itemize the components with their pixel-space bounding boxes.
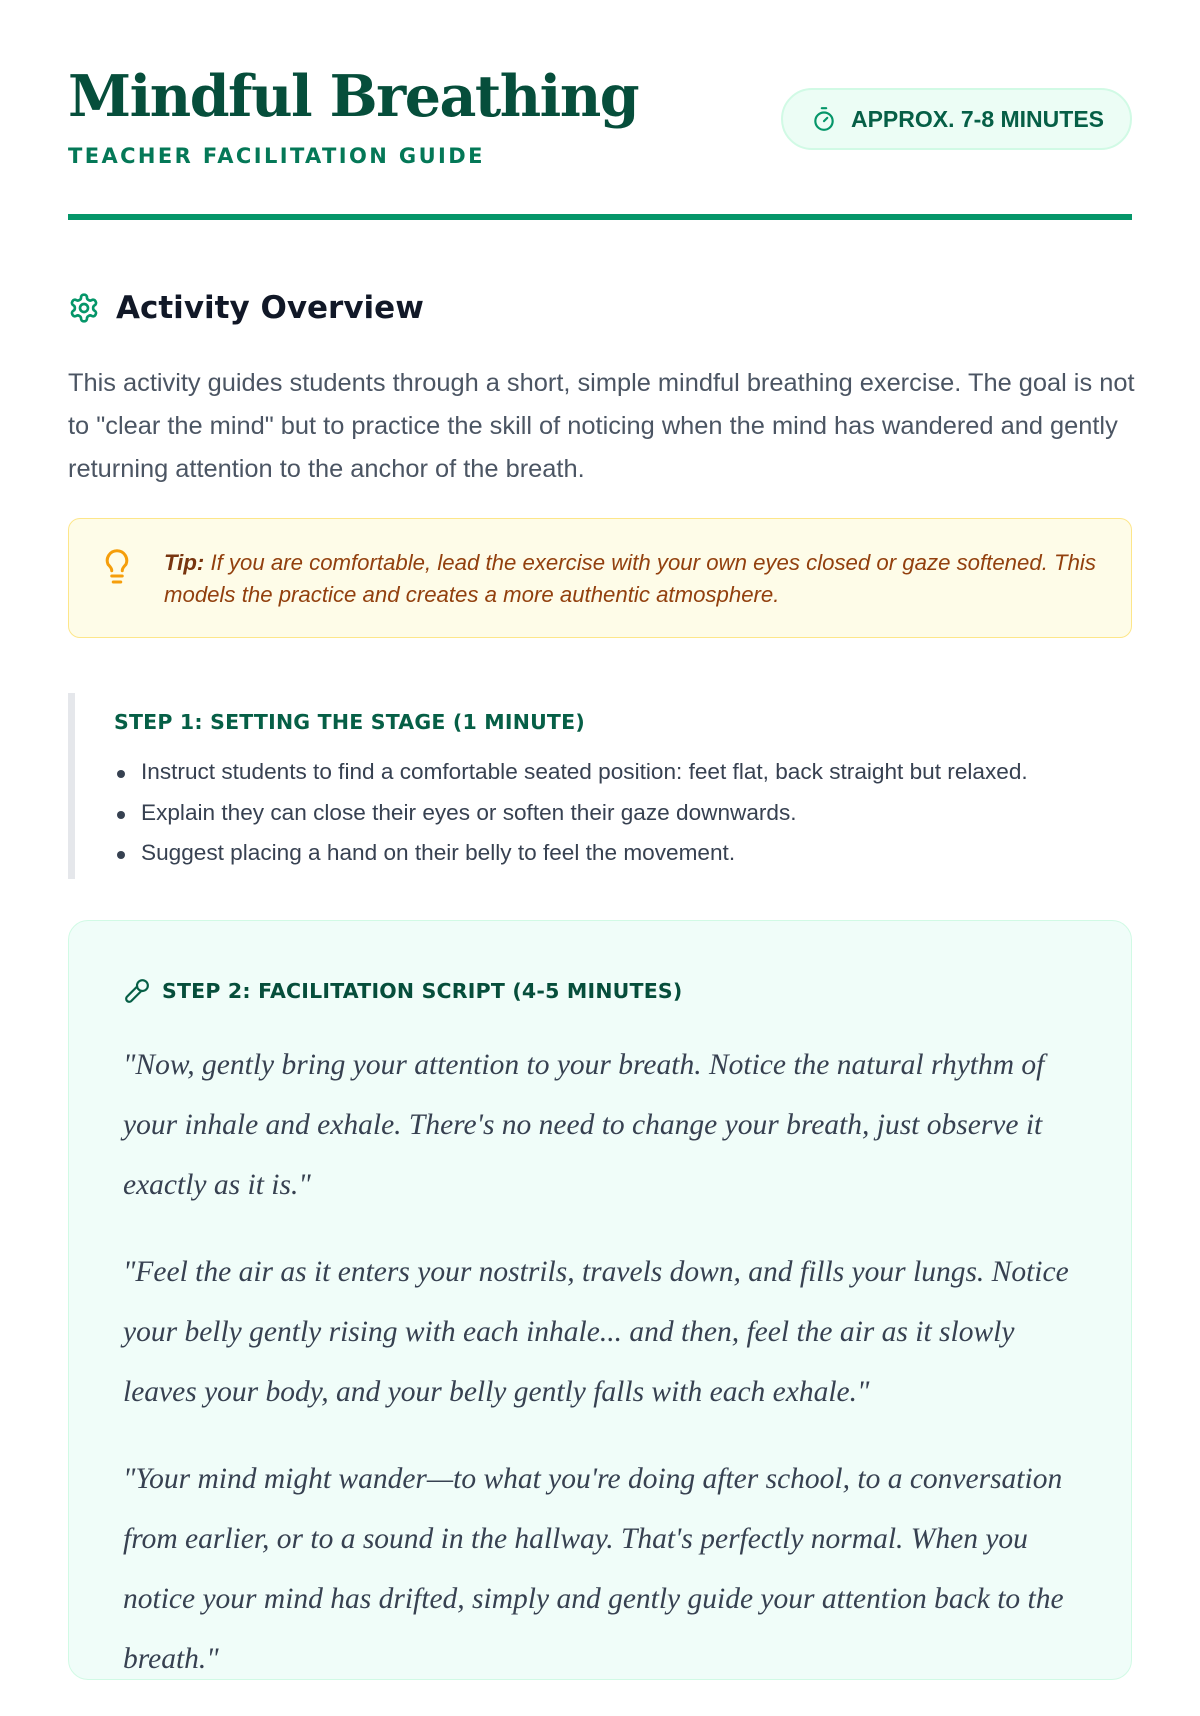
script-paragraph: "Now, gently bring your attention to your breath. Notice the natural rhythm of your inhale and exhale. There's no need to change your breath, just observe it exactly as it is." — [123, 1049, 1045, 1201]
tip-text — [164, 547, 1104, 611]
page-title: Mindful Breathing — [68, 63, 639, 130]
stopwatch-icon — [811, 106, 837, 132]
microphone-icon — [124, 978, 150, 1004]
script-paragraph: "Feel the air as it enters your nostrils, travels down, and fills your lungs. Notice your belly gently rising with each inhale... and then, feel the air as it slowly leaves your body, and your belly gently falls with each exhale." — [123, 1256, 1069, 1408]
list-item: Explain they can close their eyes or soften their gaze downwards. — [114, 793, 1028, 834]
step-2-title: STEP 2: FACILITATION SCRIPT (4-5 MINUTES) — [162, 979, 683, 1003]
list-item: Suggest placing a hand on their belly to feel the movement. — [114, 833, 1028, 874]
overview-title: Activity Overview — [116, 290, 424, 326]
tip-callout — [68, 518, 1132, 638]
step-2-heading — [124, 978, 682, 1004]
list-item: Instruct students to find a comfortable seated position: feet flat, back straight but relaxed. — [114, 752, 1028, 793]
gear-icon — [68, 292, 100, 324]
page-subtitle: TEACHER FACILITATION GUIDE — [68, 144, 485, 168]
step-1-section — [68, 693, 1139, 879]
step-2-script-card — [68, 920, 1132, 1680]
overview-paragraph: This activity guides students through a short, simple mindful breathing exercise. The goal is not to "clear the mind" but to practice the skill of noticing when the mind has wandered and gently returning attention to the anchor of the breath. — [68, 369, 1135, 483]
lightbulb-icon — [99, 547, 135, 587]
duration-badge — [781, 88, 1132, 150]
guide-page — [68, 0, 1135, 1675]
duration-label: APPROX. 7-8 MINUTES — [850, 105, 1104, 132]
tip-label: Tip: — [164, 550, 205, 575]
header-divider — [68, 214, 1132, 220]
script-paragraph: "Your mind might wander—to what you're doing after school, to a conversation from earlier, or to a sound in the hallway. That's perfectly normal. When you notice your mind has drifted, simply and gently guide your attention back to the breath." — [123, 1463, 1064, 1675]
overview-heading — [68, 290, 424, 326]
step-1-title: STEP 1: SETTING THE STAGE (1 MINUTE) — [114, 710, 585, 734]
facilitation-script — [123, 1035, 1083, 1716]
step-1-list — [114, 752, 1028, 874]
page-header — [68, 0, 1132, 222]
tip-body: If you are comfortable, lead the exercise with your own eyes closed or gaze softened. This models the practice and creates a more authentic atmosphere. — [164, 550, 1096, 607]
